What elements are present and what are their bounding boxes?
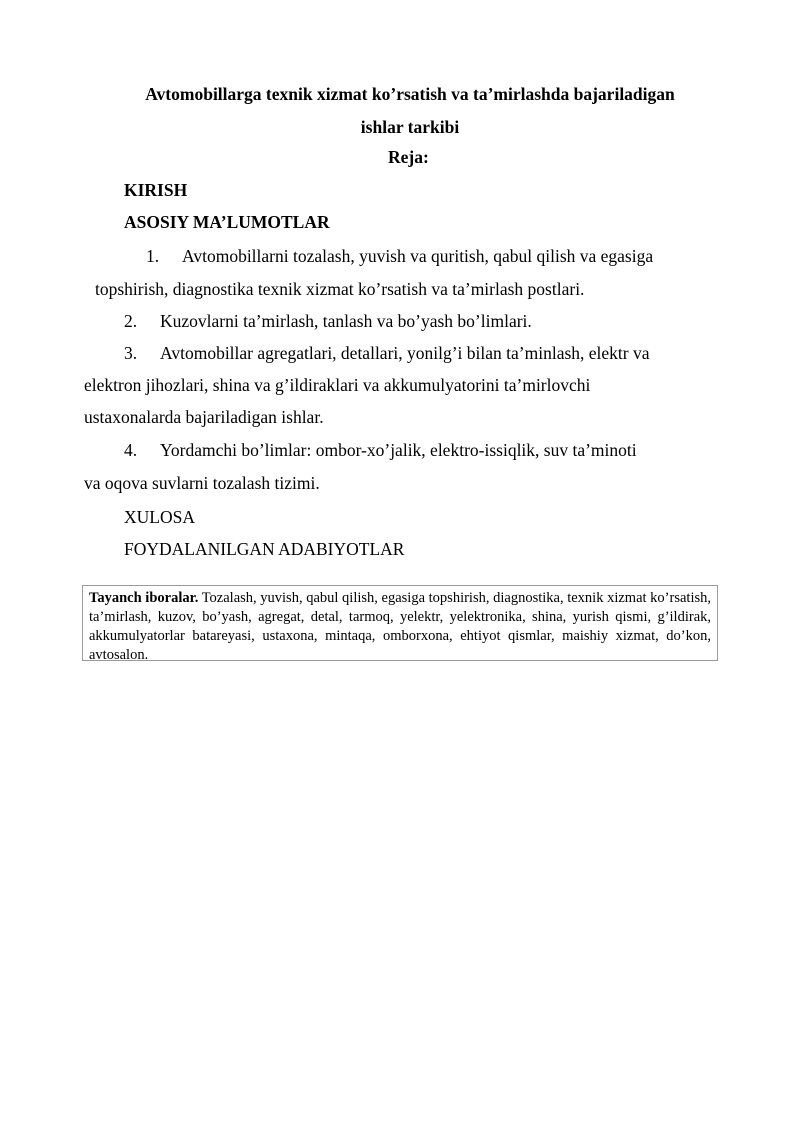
keywords-label: Tayanch iboralar. bbox=[89, 590, 199, 606]
title-line-2: ishlar tarkibi bbox=[360, 117, 460, 137]
plan-item-2-number: 2. bbox=[124, 311, 138, 331]
plan-item-1-line-1: Avtomobillarni tozalash, yuvish va quritish, qabul qilish va egasiga bbox=[182, 246, 654, 266]
plan-item-3-number: 3. bbox=[124, 343, 138, 363]
plan-item-4 bbox=[124, 437, 637, 463]
plan-item-1-line-2: topshirish, diagnostika texnik xizmat ko’rsatish va ta’mirlash postlari. bbox=[95, 279, 585, 299]
plan-item-3 bbox=[124, 340, 650, 366]
section-references: FOYDALANILGAN ADABIYOTLAR bbox=[124, 539, 405, 559]
plan-item-1 bbox=[146, 243, 653, 269]
keywords-text: Tozalash, yuvish, qabul qilish, egasiga topshirish, diagnostika, texnik xizmat ko’rsatish, ta’mirlash, kuzov, bo’yash, agregat, detal, tarmoq, yelektr, yelektronika, shina, yurish qismi, g’ildirak, akkumulyatorlar batareyasi, ustaxona, mintaqa, omborxona, ehtiyot qismlar, maishiy xizmat, do’kon, avtosalon. bbox=[89, 590, 711, 663]
plan-item-3-line-1: Avtomobillar agregatlari, detallari, yonilg’i bilan ta’minlash, elektr va bbox=[160, 343, 650, 363]
plan-item-3-line-2: elektron jihozlari, shina va g’ildiraklari va akkumulyatorini ta’mirlovchi bbox=[84, 375, 591, 395]
title-line-1: Avtomobillarga texnik xizmat ko’rsatish va ta’mirlashda bajariladigan bbox=[145, 84, 675, 104]
section-conclusion: XULOSA bbox=[124, 507, 195, 527]
plan-item-1-number: 1. bbox=[146, 246, 160, 266]
plan-item-4-line-1: Yordamchi bo’limlar: ombor-xo’jalik, elektro-issiqlik, suv ta’minoti bbox=[160, 440, 637, 460]
plan-heading: Reja: bbox=[388, 147, 429, 167]
section-main: ASOSIY MA’LUMOTLAR bbox=[124, 212, 330, 232]
plan-item-2-line-1: Kuzovlarni ta’mirlash, tanlash va bo’yash bo’limlari. bbox=[160, 311, 532, 331]
plan-item-4-line-2: va oqova suvlarni tozalash tizimi. bbox=[84, 473, 320, 493]
plan-item-3-line-3: ustaxonalarda bajariladigan ishlar. bbox=[84, 407, 324, 427]
section-intro: KIRISH bbox=[124, 180, 188, 200]
keywords-box bbox=[82, 585, 718, 661]
plan-item-2 bbox=[124, 308, 532, 334]
plan-item-4-number: 4. bbox=[124, 440, 138, 460]
document-title bbox=[100, 78, 720, 144]
